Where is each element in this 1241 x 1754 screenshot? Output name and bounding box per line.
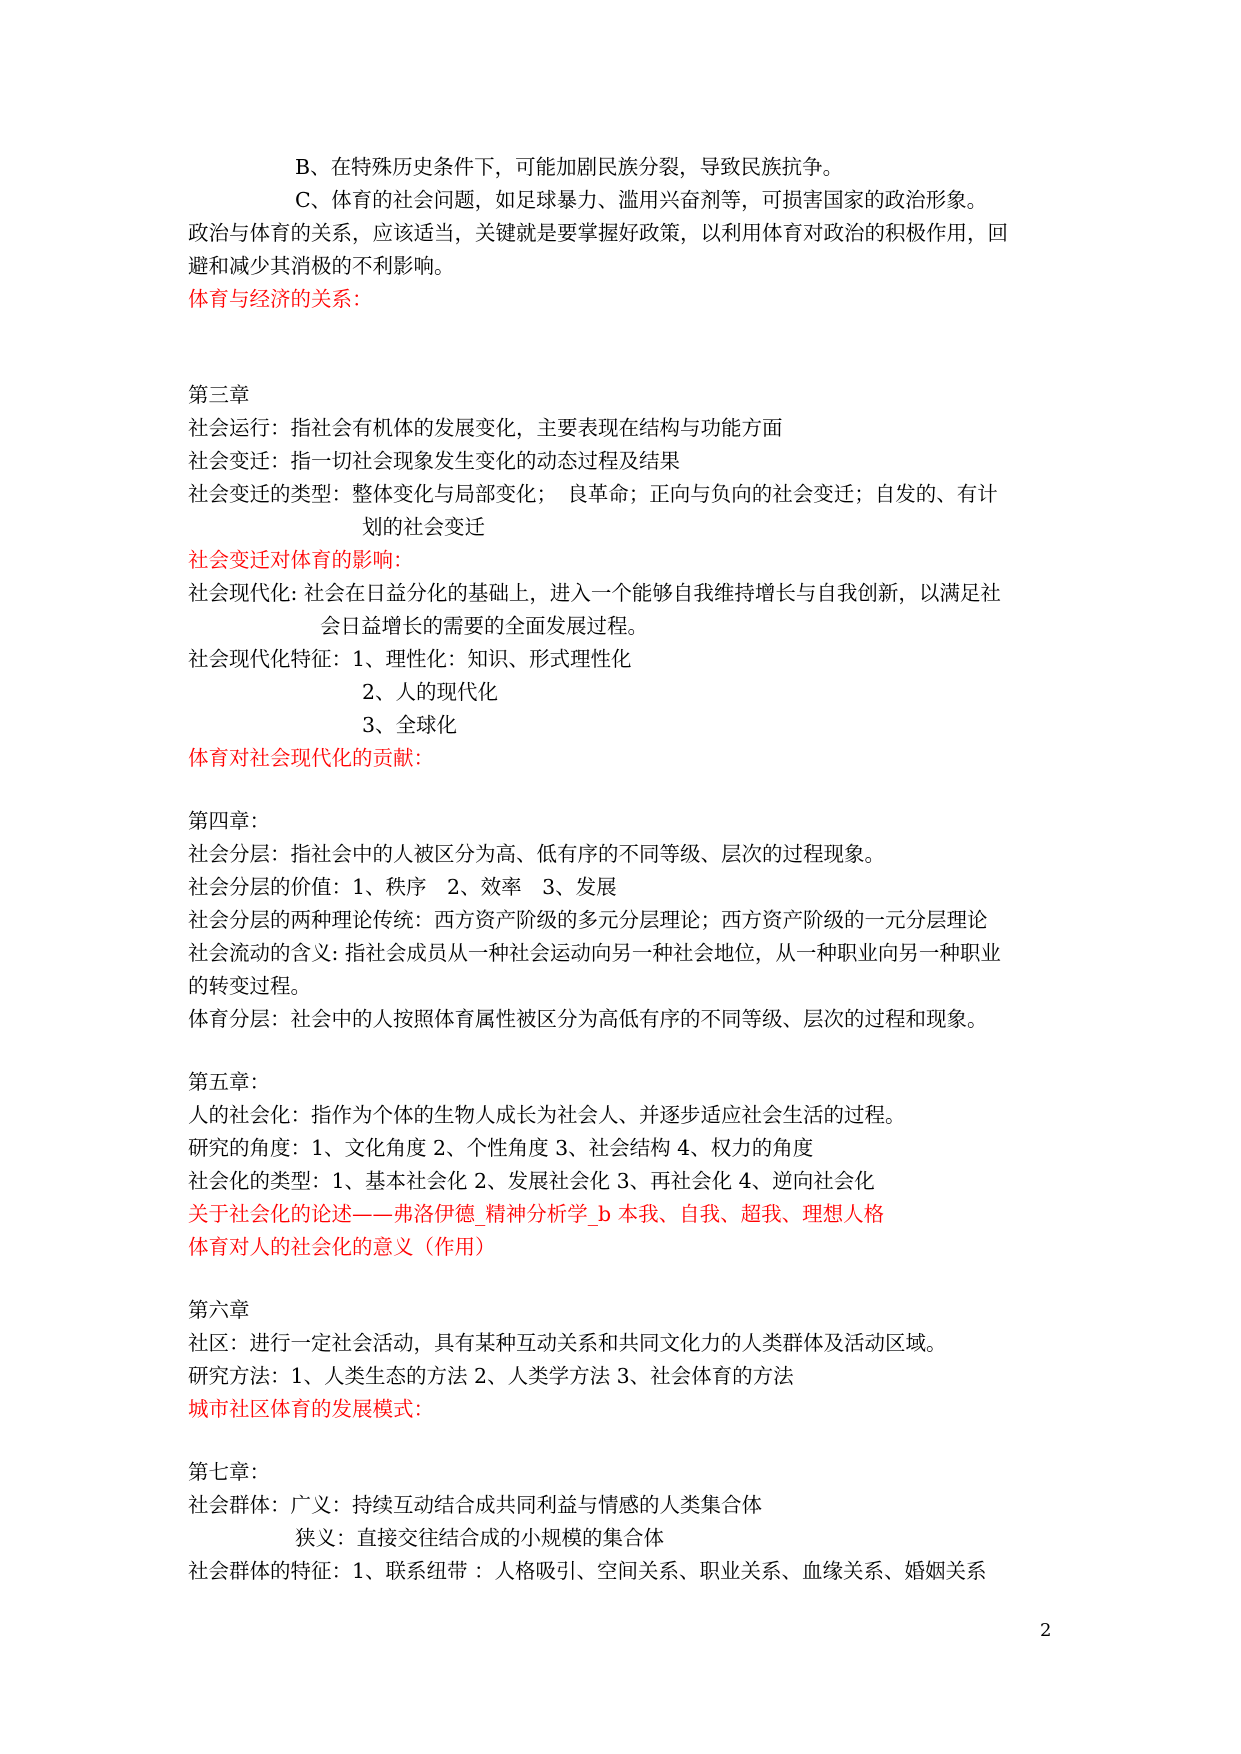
text-line: 第四章： (188, 809, 270, 833)
text-line: 社会流动的含义: 指社会成员从一种社会运动向另一种社会地位，从一种职业向另一种职业 (188, 941, 1001, 965)
text-line: C、体育的社会问题，如足球暴力、滥用兴奋剂等，可损害国家的政治形象。 (295, 188, 988, 212)
text-line: 避和减少其消极的不利影响。 (188, 254, 455, 278)
text-line: 狭义：直接交往结合成的小规模的集合体 (295, 1526, 664, 1550)
text-line: 社区：进行一定社会活动，具有某种互动关系和共同文化力的人类群体及活动区域。 (188, 1331, 947, 1355)
text-line: 社会分层的两种理论传统：西方资产阶级的多元分层理论；西方资产阶级的一元分层理论 (188, 908, 988, 932)
text-line: 社会变迁的类型：整体变化与局部变化； 良革命；正向与负向的社会变迁；自发的、有计 (188, 482, 998, 506)
text-line: 划的社会变迁 (362, 515, 485, 539)
page-number: 2 (1040, 1620, 1052, 1641)
text-line: 研究的角度：1、文化角度 2、个性角度 3、社会结构 4、权力的角度 (188, 1136, 814, 1160)
text-line: 社会群体：广义：持续互动结合成共同利益与情感的人类集合体 (188, 1493, 762, 1517)
text-line: 的转变过程。 (188, 974, 311, 998)
text-line: 研究方法：1、人类生态的方法 2、人类学方法 3、社会体育的方法 (188, 1364, 794, 1388)
heading-line: 城市社区体育的发展模式： (188, 1397, 434, 1421)
heading-line: 体育对人的社会化的意义（作用） (188, 1235, 496, 1259)
text-line: 第三章 (188, 383, 250, 407)
text-line: 2、人的现代化 (362, 680, 499, 704)
text-line: 社会化的类型：1、基本社会化 2、发展社会化 3、再社会化 4、逆向社会化 (188, 1169, 875, 1193)
text-line: 第五章： (188, 1070, 270, 1094)
text-line: 社会群体的特征：1、联系纽带 ：人格吸引、空间关系、职业关系、血缘关系、婚姻关系 (188, 1559, 987, 1583)
text-line: B、在特殊历史条件下，可能加剧民族分裂，导致民族抗争。 (295, 155, 844, 179)
text-line: 政治与体育的关系，应该适当，关键就是要掌握好政策，以利用体育对政治的积极作用，回 (188, 221, 1008, 245)
text-line: 社会变迁：指一切社会现象发生变化的动态过程及结果 (188, 449, 680, 473)
heading-line: 关于社会化的论述——弗洛伊德_精神分析学_b 本我、自我、超我、理想人格 (188, 1202, 885, 1226)
text-line: 会日益增长的需要的全面发展过程。 (320, 614, 648, 638)
text-line: 社会现代化: 社会在日益分化的基础上，进入一个能够自我维持增长与自我创新，以满足社 (188, 581, 1001, 605)
heading-line: 体育对社会现代化的贡献： (188, 746, 434, 770)
text-line: 人的社会化：指作为个体的生物人成长为社会人、并逐步适应社会生活的过程。 (188, 1103, 906, 1127)
text-line: 社会分层的价值：1、秩序 2、效率 3、发展 (188, 875, 617, 899)
heading-line: 体育与经济的关系： (188, 287, 373, 311)
text-line: 社会现代化特征：1、理性化：知识、形式理性化 (188, 647, 632, 671)
text-line: 第六章 (188, 1298, 250, 1322)
text-line: 社会分层：指社会中的人被区分为高、低有序的不同等级、层次的过程现象。 (188, 842, 885, 866)
text-line: 体育分层：社会中的人按照体育属性被区分为高低有序的不同等级、层次的过程和现象。 (188, 1007, 988, 1031)
text-line: 3、全球化 (362, 713, 458, 737)
heading-line: 社会变迁对体育的影响： (188, 548, 414, 572)
text-line: 第七章： (188, 1460, 270, 1484)
text-line: 社会运行：指社会有机体的发展变化，主要表现在结构与功能方面 (188, 416, 783, 440)
